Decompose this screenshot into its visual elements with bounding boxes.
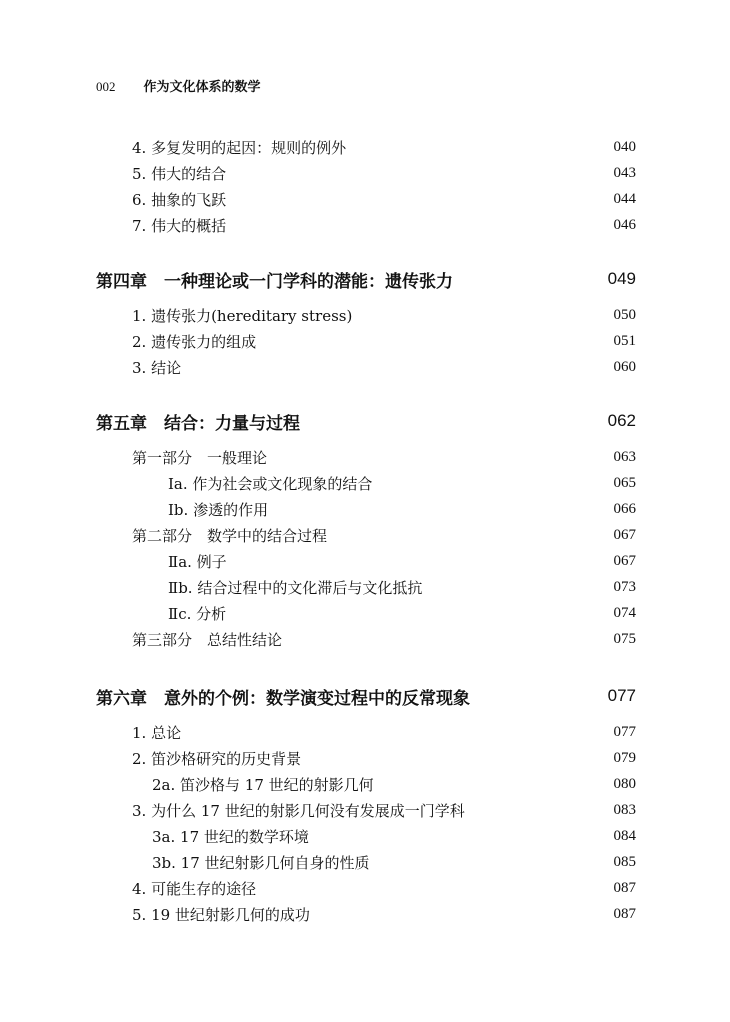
toc-entry-label: Ⅱa. 例子 <box>168 552 227 571</box>
toc-entry <box>96 160 636 186</box>
toc-entry <box>96 522 636 548</box>
toc-entry <box>96 302 636 328</box>
toc-entry-label: 1. 遗传张力(hereditary stress) <box>132 306 353 325</box>
toc-entry-page: 077 <box>613 723 636 740</box>
toc-entry <box>96 719 636 745</box>
toc-entry-page: 087 <box>613 879 636 896</box>
toc-entry <box>96 849 636 875</box>
toc-entry-page: 077 <box>607 686 636 705</box>
toc-entry-page: 085 <box>613 853 636 870</box>
toc-entry-label: 2. 笛沙格研究的历史背景 <box>132 749 302 768</box>
running-header <box>96 76 261 95</box>
toc-entry-page: 062 <box>607 411 636 430</box>
toc-entry-page: 044 <box>613 190 636 207</box>
toc-entry-label: 3. 结论 <box>132 358 182 377</box>
toc-entry-label: 4. 多复发明的起因：规则的例外 <box>132 138 347 157</box>
toc-chapter-entry <box>96 683 636 709</box>
toc-entry-label: Ⅰa. 作为社会或文化现象的结合 <box>168 474 373 493</box>
toc-entry-page: 046 <box>613 216 636 233</box>
toc-entry-page: 067 <box>613 552 636 569</box>
toc-entry <box>96 745 636 771</box>
toc-entry <box>96 212 636 238</box>
toc-entry-page: 080 <box>613 775 636 792</box>
toc-entry <box>96 496 636 522</box>
toc-entry-label: Ⅱb. 结合过程中的文化滞后与文化抵抗 <box>168 578 423 597</box>
header-page-number: 002 <box>96 79 116 94</box>
toc-entry-page: 065 <box>613 474 636 491</box>
toc-entry <box>96 823 636 849</box>
toc-entry-label: 4. 可能生存的途径 <box>132 879 257 898</box>
toc-entry <box>96 134 636 160</box>
toc-entry <box>96 470 636 496</box>
toc-entry <box>96 328 636 354</box>
toc-entry-page: 066 <box>613 500 636 517</box>
toc-entry-page: 040 <box>613 138 636 155</box>
toc-entry <box>96 875 636 901</box>
toc-chapter-entry <box>96 408 636 434</box>
toc-entry-label: 第四章 一种理论或一门学科的潜能：遗传张力 <box>96 271 453 292</box>
toc-entry-page: 051 <box>613 332 636 349</box>
toc-entry-page: 084 <box>613 827 636 844</box>
toc-chapter-entry <box>96 266 636 292</box>
toc-entry <box>96 548 636 574</box>
toc-entry-label: 7. 伟大的概括 <box>132 216 227 235</box>
toc-entry-label: 3. 为什么 17 世纪的射影几何没有发展成一门学科 <box>132 801 465 820</box>
toc-entry <box>96 600 636 626</box>
toc-entry-label: Ⅱc. 分析 <box>168 604 227 623</box>
toc-entry <box>96 626 636 652</box>
toc-entry-label: 2a. 笛沙格与 17 世纪的射影几何 <box>152 775 374 794</box>
toc-entry-label: 6. 抽象的飞跃 <box>132 190 227 209</box>
toc-entry-page: 043 <box>613 164 636 181</box>
header-book-title: 作为文化体系的数学 <box>143 80 261 95</box>
toc-entry-page: 063 <box>613 448 636 465</box>
toc-entry-label: Ⅰb. 渗透的作用 <box>168 500 269 519</box>
toc-entry-page: 049 <box>607 269 636 288</box>
toc-entry-page: 079 <box>613 749 636 766</box>
toc-entry-page: 087 <box>613 905 636 922</box>
toc-entry-label: 第六章 意外的个例：数学演变过程中的反常现象 <box>96 688 470 709</box>
toc-entry-page: 075 <box>613 630 636 647</box>
toc-entry <box>96 574 636 600</box>
toc-entry <box>96 354 636 380</box>
toc-entry-label: 第二部分 数学中的结合过程 <box>132 526 328 545</box>
toc-entry-label: 3a. 17 世纪的数学环境 <box>152 827 309 846</box>
toc-entry <box>96 444 636 470</box>
toc-entry-page: 083 <box>613 801 636 818</box>
toc-entry-label: 5. 伟大的结合 <box>132 164 227 183</box>
toc-entry-label: 1. 总论 <box>132 723 182 742</box>
toc-entry-page: 074 <box>613 604 636 621</box>
toc-entry <box>96 797 636 823</box>
toc-entry-page: 067 <box>613 526 636 543</box>
toc-entry-label: 第三部分 总结性结论 <box>132 630 283 649</box>
toc-entry-label: 2. 遗传张力的组成 <box>132 332 257 351</box>
toc-entry <box>96 186 636 212</box>
toc-entry-page: 060 <box>613 358 636 375</box>
toc-entry-page: 050 <box>613 306 636 323</box>
toc-entry-label: 5. 19 世纪射影几何的成功 <box>132 905 310 924</box>
toc-entry-page: 073 <box>613 578 636 595</box>
toc-entry-label: 3b. 17 世纪射影几何自身的性质 <box>152 853 370 872</box>
toc-entry-label: 第五章 结合：力量与过程 <box>96 413 300 434</box>
toc-entry <box>96 771 636 797</box>
toc-entry <box>96 901 636 927</box>
toc-entry-label: 第一部分 一般理论 <box>132 448 268 467</box>
